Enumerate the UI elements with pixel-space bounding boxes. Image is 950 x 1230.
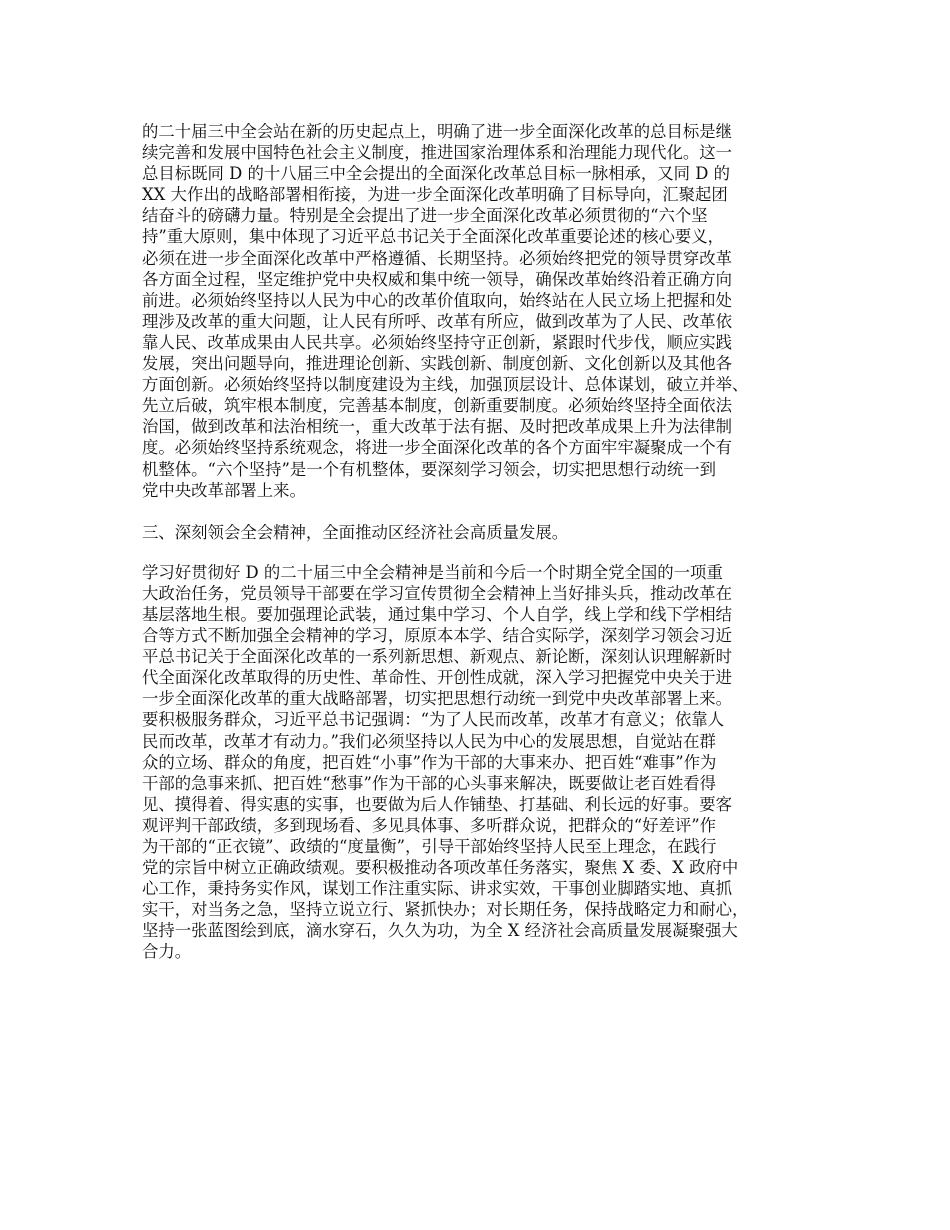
paragraph-spacer	[142, 501, 818, 522]
text-line: 的二十届三中全会站在新的历史起点上，明确了进一步全面深化改革的总目标是继	[142, 122, 733, 141]
text-line: 基层落地生根。要加强理论武装，通过集中学习、个人自学，线上学和线下学相结	[142, 604, 733, 624]
text-line: 必须在进一步全面深化改革中严格遵循、长期坚持。必须始终把党的领导贯穿改革	[142, 248, 733, 268]
text-line: 民而改革，改革才有动力。”我们必须坚持以人民为中心的发展思想，自觉站在群	[142, 731, 716, 751]
text-line: 总目标既同 D 的十八届三中全会提出的全面深化改革总目标一脉相承，又同 D 的	[142, 164, 731, 184]
text-line: 党中央改革部署上来。	[142, 480, 306, 500]
text-line: 持”重大原则，集中体现了习近平总书记关于全面深化改革重要论述的核心要义，	[142, 227, 725, 247]
text-line: 观评判干部政绩，多到现场看、多见具体事、多听群众说，把群众的“好差评”作	[142, 815, 717, 835]
text-line: 代全面深化改革取得的历史性、革命性、开创性成就，深入学习把握党中央关于进	[142, 668, 733, 688]
text-line: 坚持一张蓝图绘到底，滴水穿石，久久为功，为全 X 经济社会高质量发展凝聚强大	[142, 921, 738, 941]
text-line: 靠人民、改革成果由人民共享。必须始终坚持守正创新，紧跟时代步伐，顺应实践	[142, 332, 733, 352]
text-line: 合等方式不断加强全会精神的学习，原原本本学、结合实际学，深刻学习领会习近	[142, 626, 733, 646]
text-line: 为干部的“正衣镜”、政绩的“度量衡”，引导干部始终坚持人民至上理念，在践行	[142, 837, 717, 856]
text-line: 先立后破，筑牢根本制度，完善基本制度，创新重要制度。必须始终坚持全面依法	[142, 396, 733, 416]
text-line: 治国，做到改革和法治相统一，重大改革于法有据、及时把改革成果上升为法律制	[142, 417, 733, 437]
body-paragraph-2	[142, 562, 818, 963]
text-line: 续完善和发展中国特色社会主义制度，推进国家治理体系和治理能力现代化。这一	[142, 143, 733, 163]
text-line: 发展，突出问题导向，推进理论创新、实践创新、制度创新、文化创新以及其他各	[142, 354, 733, 374]
text-line: 众的立场、群众的角度，把百姓“小事”作为干部的大事来办、把百姓“难事”作为	[142, 752, 717, 772]
text-line: XX 大作出的战略部署相衔接，为进一步全面深化改革明确了目标导向，汇聚起团	[142, 185, 728, 205]
text-line: 理涉及改革的重大问题，让人民有所呼、改革有所应，做到改革为了人民、改革依	[142, 311, 733, 331]
text-line: 干部的急事来抓、把百姓“愁事”作为干部的心头事来解决，既要做让老百姓看得	[142, 773, 717, 793]
text-line: 方面创新。必须始终坚持以制度建设为主线，加强顶层设计、总体谋划，破立并举、	[142, 375, 749, 395]
text-line: 要积极服务群众，习近平总书记强调：“为了人民而改革，改革才有意义；依靠人	[142, 710, 725, 730]
text-line: 前进。必须始终坚持以人民为中心的改革价值取向，始终站在人民立场上把握和处	[142, 290, 733, 310]
text-line: 党的宗旨中树立正确政绩观。要积极推动各项改革任务落实，聚焦 X 委、X 政府中	[142, 858, 739, 878]
text-line: 一步全面深化改革的重大战略部署，切实把思想行动统一到党中央改革部署上来。	[142, 689, 733, 709]
text-line: 度。必须始终坚持系统观念，将进一步全面深化改革的各个方面牢牢凝聚成一个有	[142, 438, 733, 458]
text-line: 结奋斗的磅礴力量。特别是全会提出了进一步全面深化改革必须贯彻的“六个坚	[142, 206, 708, 226]
text-line: 平总书记关于全面深化改革的一系列新思想、新观点、新论断，深刻认识理解新时	[142, 647, 733, 667]
paragraph-spacer	[142, 543, 818, 562]
text-line: 合力。	[142, 942, 192, 962]
text-line: 心工作，秉持务实作风，谋划工作注重实际、讲求实效，干事创业脚踏实地、真抓	[142, 879, 733, 899]
text-line: 见、摸得着、得实惠的实事，也要做为后人作铺垫、打基础、利长远的好事。要客	[142, 794, 733, 814]
text-line: 各方面全过程，坚定维护党中央权威和集中统一领导，确保改革始终沿着正确方向	[142, 269, 733, 289]
text-line: 大政治任务，党员领导干部要在学习宣传贯彻全会精神上当好排头兵，推动改革在	[142, 583, 733, 603]
text-line: 实干，对当务之急，坚持立说立行、紧抓快办；对长期任务，保持战略定力和耐心，	[142, 900, 749, 920]
section-heading-3	[142, 522, 818, 543]
text-line: 学习好贯彻好 D 的二十届三中全会精神是当前和今后一个时期全党全国的一项重	[142, 562, 723, 582]
body-paragraph-1	[142, 121, 818, 501]
heading-text: 三、深刻领会全会精神，全面推动区经济社会高质量发展。	[142, 522, 569, 542]
text-line: 机整体。“六个坚持”是一个有机整体，要深刻学习领会，切实把思想行动统一到	[142, 459, 717, 479]
document-page	[142, 121, 818, 963]
